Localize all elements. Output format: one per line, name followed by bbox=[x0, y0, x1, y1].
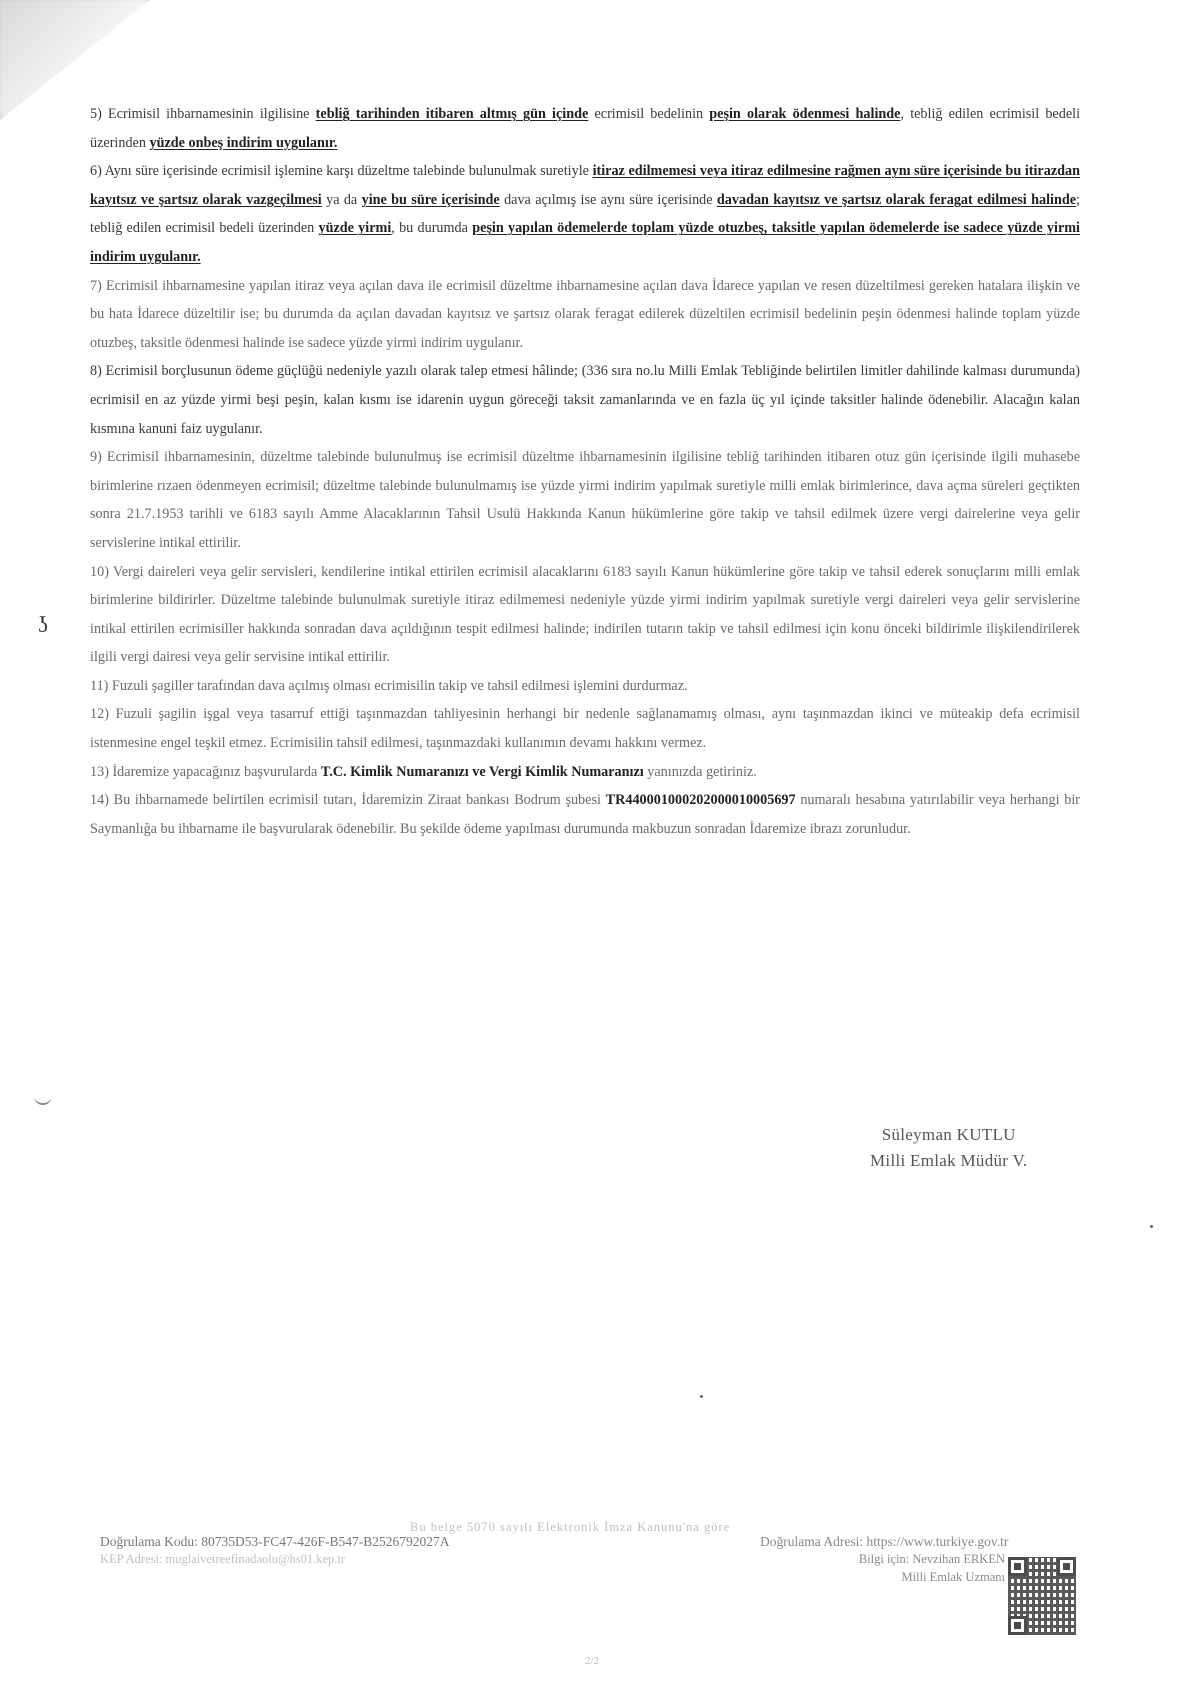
paragraph-14 bbox=[90, 786, 1080, 843]
emphasis-segment: yüzde onbeş indirim uygulanır. bbox=[149, 134, 338, 151]
text-segment: 10) Vergi daireleri veya gelir servisleri, kendilerine intikal ettirilen ecrimisil alacaklarını 6183 sayılı Kanun hükümlerine göre takip ve tahsil ederek sonuçlarını milli emlak birimlerine bildirirler. Düzeltme talebinde bulunulmak suretiyle itiraz edilmemesi nedeniyle yüzde yirmi indirim yapılmak suretiyle vergi daireleri veya gelir servislerine intikal ettirilen ecrimisiller hakkında sonradan dava açıldığının tespit edilmesi halinde; indirilen tutarın takip ve tahsil edilmesi için konu önceki bildirimle ilişkilendirilerek ilgili vergi dairesi veya gelir servisine intikal ettirilir. bbox=[90, 563, 1080, 666]
text-segment: numaralı hesabına yatırılabilir veya herhangi bir Saymanlığa bu ihbarname ile başvurularak ödenebilir. Bu şekilde ödeme yapılması durumunda makbuzun sonradan İdaremize ibrazı zorunludur. bbox=[90, 792, 1080, 837]
emphasis-segment: yüzde yirmi bbox=[318, 220, 392, 237]
paragraph-11 bbox=[90, 672, 1080, 701]
emphasis-segment: peşin yapılan ödemelerde toplam yüzde otuzbeş, taksitle yapılan ödemelerde ise sadece yüzde yirmi indirim uygulanır. bbox=[90, 220, 1081, 265]
scan-speck bbox=[1150, 1225, 1153, 1228]
info-person: Bilgi için: Nevzihan ERKEN bbox=[858, 1552, 1005, 1566]
qr-code-icon bbox=[1008, 1557, 1076, 1635]
scan-speck bbox=[700, 1395, 703, 1398]
page-number: 2/2 bbox=[585, 1655, 600, 1667]
verification-code: Doğrulama Kodu: 80735D53-FC47-426F-B547-B2526792027A bbox=[100, 1534, 450, 1549]
verification-address: Doğrulama Adresi: https://www.turkiye.gov.tr bbox=[760, 1534, 1009, 1549]
text-segment: 11) Fuzuli şagiller tarafından dava açılmış olması ecrimisilin takip ve tahsil edilmesi işlemini durdurmaz. bbox=[90, 677, 688, 694]
emphasis-segment: peşin olarak ödenmesi halinde bbox=[709, 106, 901, 122]
paragraph-7 bbox=[90, 272, 1080, 358]
emphasis-segment: yine bu süre içerisinde bbox=[361, 191, 500, 208]
text-segment: dava açılmış ise aynı süre içerisinde bbox=[499, 191, 717, 208]
emphasis-segment: itiraz edilmemesi veya itiraz edilmesine rağmen aynı süre içerisinde bu itirazdan kayıtsız ve şartsız olarak vazgeçilmesi bbox=[90, 163, 1080, 208]
e-signature-notice: Bu belge 5070 sayılı Elektronik İmza Kanunu'na göre bbox=[410, 1520, 731, 1534]
paragraph-9 bbox=[90, 443, 1080, 557]
emphasis-segment: davadan kayıtsız ve şartsız olarak feragat edilmesi halinde bbox=[716, 191, 1077, 208]
text-segment: 13) İdaremize yapacağınız başvurularda bbox=[90, 763, 321, 780]
text-segment: 7) Ecrimisil ihbarnamesine yapılan itiraz veya açılan dava ile ecrimisil düzeltme ihbarnamesine açılan dava İdarece yapılan ve resen düzeltilmesi gereken hatalara ilişkin ve bu hata İdarece düzeltilir ise; bu durumda da açılan davadan kayıtsız ve şartsız olarak feragat edilerek düzeltilen ecrimisil bedelinin peşin ödenmesi halinde toplam yüzde otuzbeş, taksitle ödenmesi halinde ise sadece yüzde yirmi indirim uygulanır. bbox=[90, 277, 1080, 351]
paragraph-10 bbox=[90, 558, 1080, 672]
punch-hole-mark-icon bbox=[34, 1095, 52, 1105]
signature-block bbox=[870, 1122, 1027, 1174]
document-body bbox=[90, 100, 1080, 843]
text-segment: ; tebliğ edilen ecrimisil bedeli üzerinden bbox=[90, 191, 1080, 237]
text-segment: 5) Ecrimisil ihbarnamesinin ilgilisine bbox=[90, 106, 316, 122]
text-segment: 8) Ecrimisil borçlusunun ödeme güçlüğü nedeniyle yazılı olarak talep etmesi hâlinde; (336 sıra no.lu Milli Emlak Tebliğinde belirtilen limitler dahilinde kalması durumunda) ecrimisil en az yüzde yirmi beşi peşin, kalan kısmı ise idarenin uygun göreceği taksit zamanlarında ve en fazla üç yıl içinde taksitler halinde ödenebilir. Alacağın kalan kısmına kanuni faiz uygulanır. bbox=[90, 363, 1080, 437]
text-segment: ecrimisil bedelinin bbox=[588, 106, 710, 122]
text-segment: 14) Bu ihbarnamede belirtilen ecrimisil tutarı, İdaremizin Ziraat bankası Bodrum şubesi bbox=[90, 792, 606, 809]
text-segment: 9) Ecrimisil ihbarnamesinin, düzeltme talebinde bulunulmuş ise ecrimisil düzeltme ihbarnamesinin ilgilisine tebliğ tarihinden itibaren otuz gün içerisinde ilgili muhasebe birimlerine rızaen ödenmeyen ecrimisil; düzeltme talebinde bulunulmamış ise yüzde yirmi indirim yapılmak suretiyle milli emlak birimlerince, dava açma süreleri geçtikten sonra 21.7.1953 tarihli ve 6183 sayılı Amme Alacaklarının Tahsil Usulü Hakkında Kanun hükümlerine göre takip ve tahsil edilmek üzere vergi dairelerine veya gelir servislerine intikal ettirilir. bbox=[90, 449, 1080, 551]
signer-name: Süleyman KUTLU bbox=[881, 1125, 1016, 1144]
signer-title: Milli Emlak Müdür V. bbox=[870, 1151, 1028, 1170]
emphasis-segment: tebliğ tarihinden itibaren altmış gün içinde bbox=[315, 106, 589, 122]
paragraph-8 bbox=[90, 357, 1080, 443]
text-segment: , bu durumda bbox=[391, 220, 473, 237]
kep-address: KEP Adresi: muglaivetreefinadaolu@hs01.kep.tr bbox=[100, 1552, 346, 1566]
emphasis-segment: T.C. Kimlik Numaranızı ve Vergi Kimlik Numaranızı bbox=[320, 763, 644, 780]
text-segment: , tebliğ edilen ecrimisil bedeli üzerinden bbox=[90, 106, 1081, 151]
text-segment: 6) Aynı süre içerisinde ecrimisil işlemine karşı düzeltme talebinde bulunulmak suretiyle bbox=[90, 163, 593, 180]
text-segment: 12) Fuzuli şagilin işgal veya tasarruf ettiği taşınmazdan tahliyesinin herhangi bir nedenle sağlanamamış olması, aynı taşınmazdan ikinci ve müteakip defa ecrimisil istenmesine engel teşkil etmez. Ecrimisilin tahsil edilmesi, taşınmazdaki kullanımın devamı hakkını vermez. bbox=[90, 706, 1080, 752]
info-title: Milli Emlak Uzmanı bbox=[901, 1570, 1005, 1584]
paragraph-13 bbox=[90, 758, 1080, 787]
paragraph-12 bbox=[90, 700, 1080, 757]
text-segment: yanınızda getiriniz. bbox=[643, 763, 757, 780]
paragraph-5 bbox=[90, 100, 1080, 157]
punch-hole-mark-icon bbox=[38, 612, 54, 626]
iban-number: TR440001000202000010005697 bbox=[605, 792, 796, 809]
paragraph-6 bbox=[90, 157, 1080, 271]
text-segment: ya da bbox=[321, 191, 362, 208]
